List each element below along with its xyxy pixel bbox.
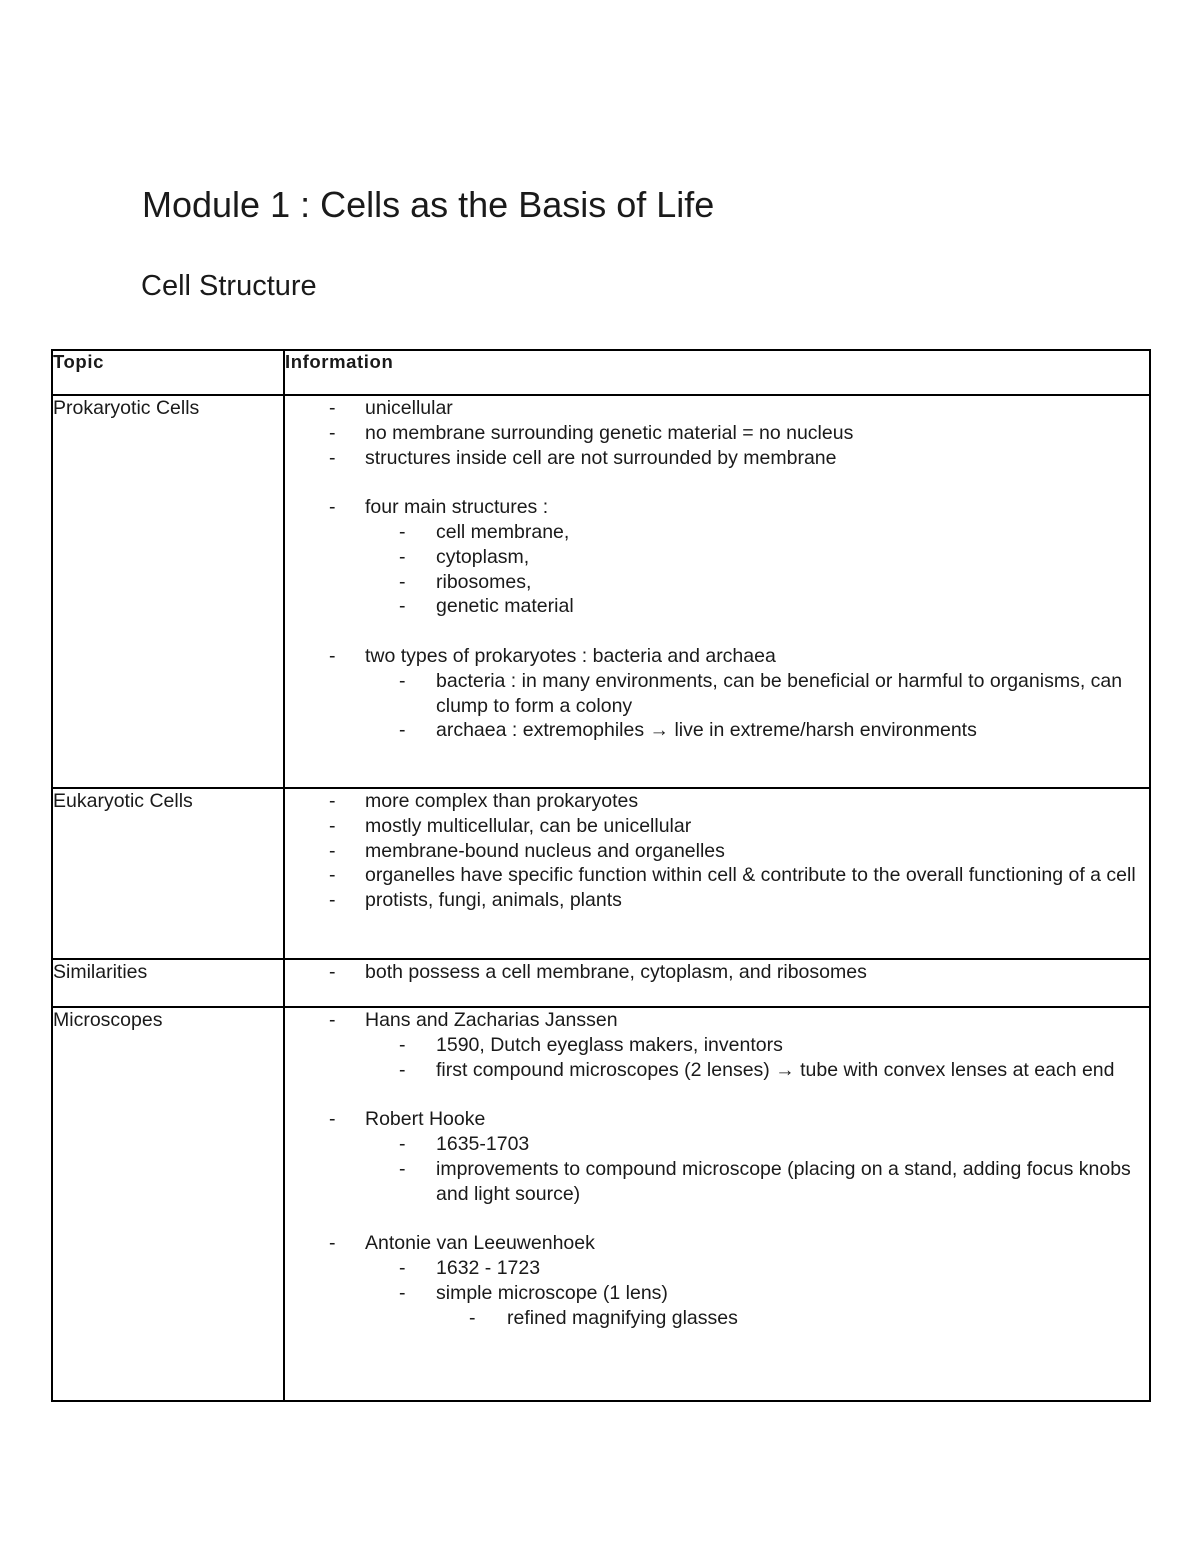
info-cell xyxy=(284,395,1150,788)
list-subitem xyxy=(285,1281,1149,1306)
bullet-dash: - xyxy=(399,520,406,543)
bullet-dash: - xyxy=(329,1232,336,1255)
list-item-text: Robert Hooke xyxy=(365,1108,486,1131)
list-item-text: bacteria : in many environments, can be beneficial or harmful to organisms, can clump to form a colony xyxy=(436,669,1123,717)
table-row xyxy=(52,1007,1150,1401)
list-item xyxy=(285,1107,1149,1132)
list-item-text: two types of prokaryotes : bacteria and archaea xyxy=(365,644,776,667)
bullet-dash: - xyxy=(329,644,336,667)
list-item-text: archaea : extremophiles → live in extreme/harsh environments xyxy=(436,719,977,742)
bullet-dash: - xyxy=(329,889,336,912)
list-item xyxy=(285,1008,1149,1033)
list-item-text: refined magnifying glasses xyxy=(507,1306,738,1329)
list-subitem xyxy=(285,1132,1149,1157)
list-item-text: more complex than prokaryotes xyxy=(365,790,639,812)
bullet-dash: - xyxy=(399,545,406,568)
table-header-row xyxy=(52,350,1150,395)
list-item-text: improvements to compound microscope (placing on a stand, adding focus knobs and light source) xyxy=(436,1157,1131,1205)
topic-cell: Microscopes xyxy=(52,1007,284,1401)
list-item xyxy=(285,1231,1149,1256)
list-item-text: cytoplasm, xyxy=(436,545,530,568)
table-row xyxy=(52,395,1150,788)
bullet-dash: - xyxy=(329,961,336,983)
list-item-text: both possess a cell membrane, cytoplasm, and ribosomes xyxy=(365,961,867,983)
list-item-text: Antonie van Leeuwenhoek xyxy=(365,1232,595,1255)
bullet-dash: - xyxy=(469,1306,476,1329)
header-topic: Topic xyxy=(52,350,284,395)
list-item-text: ribosomes, xyxy=(436,570,532,593)
list-item xyxy=(285,960,1149,985)
list-item-text: mostly multicellular, can be unicellular xyxy=(365,814,692,837)
list-item-text: 1590, Dutch eyeglass makers, inventors xyxy=(436,1033,783,1056)
bullet-dash: - xyxy=(399,595,406,618)
bullet-dash: - xyxy=(399,669,406,692)
list-item-text: organelles have specific function within cell & contribute to the overall functioning of a cell xyxy=(365,864,1136,887)
table-row xyxy=(52,788,1150,959)
bullet-dash: - xyxy=(329,814,336,837)
list-item xyxy=(285,888,1149,913)
bullet-dash: - xyxy=(329,397,336,419)
list-item-text: Hans and Zacharias Janssen xyxy=(365,1009,618,1031)
section-subtitle: Cell Structure xyxy=(141,270,317,302)
bullet-dash: - xyxy=(399,1256,406,1279)
list-subitem xyxy=(285,1058,1149,1083)
list-subitem xyxy=(285,1256,1149,1281)
list-item xyxy=(285,421,1149,446)
info-cell xyxy=(284,959,1150,1007)
bullet-dash: - xyxy=(399,1132,406,1155)
list-subitem xyxy=(285,669,1149,719)
list-item-text: cell membrane, xyxy=(436,520,570,543)
list-subitem xyxy=(285,520,1149,545)
bullet-dash: - xyxy=(329,446,336,469)
list-item xyxy=(285,863,1149,888)
list-subitem xyxy=(285,594,1149,619)
list-item xyxy=(285,396,1149,421)
list-item-text: unicellular xyxy=(365,397,453,419)
bullet-dash: - xyxy=(329,790,336,812)
list-subsubitem xyxy=(285,1306,1149,1331)
list-subitem xyxy=(285,1157,1149,1207)
list-item-text: four main structures : xyxy=(365,496,549,519)
list-subitem xyxy=(285,570,1149,595)
list-subitem xyxy=(285,718,1149,743)
bullet-dash: - xyxy=(329,496,336,519)
list-item-text: 1632 - 1723 xyxy=(436,1256,541,1279)
list-item xyxy=(285,446,1149,471)
bullet-dash: - xyxy=(399,1033,406,1056)
topic-cell: Eukaryotic Cells xyxy=(52,788,284,959)
info-cell xyxy=(284,788,1150,959)
bullet-dash: - xyxy=(329,839,336,862)
header-information: Information xyxy=(284,350,1150,395)
table-row xyxy=(52,959,1150,1007)
topic-cell: Similarities xyxy=(52,959,284,1007)
list-item-text: genetic material xyxy=(436,595,574,618)
list-item-text: simple microscope (1 lens) xyxy=(436,1281,668,1304)
list-item xyxy=(285,644,1149,669)
bullet-dash: - xyxy=(399,1058,406,1081)
list-item xyxy=(285,789,1149,814)
list-item-text: protists, fungi, animals, plants xyxy=(365,889,622,912)
list-item-text: membrane-bound nucleus and organelles xyxy=(365,839,725,862)
bullet-dash: - xyxy=(399,719,406,742)
info-cell xyxy=(284,1007,1150,1401)
list-subitem xyxy=(285,545,1149,570)
list-item xyxy=(285,839,1149,864)
bullet-dash: - xyxy=(399,570,406,593)
bullet-dash: - xyxy=(329,421,336,444)
list-subitem xyxy=(285,1033,1149,1058)
list-item-text: 1635-1703 xyxy=(436,1132,530,1155)
list-item-text: first compound microscopes (2 lenses) → tube with convex lenses at each end xyxy=(436,1058,1115,1081)
list-item xyxy=(285,495,1149,520)
list-item-text: no membrane surrounding genetic material = no nucleus xyxy=(365,421,854,444)
bullet-dash: - xyxy=(399,1157,406,1180)
list-item xyxy=(285,814,1149,839)
topic-cell: Prokaryotic Cells xyxy=(52,395,284,788)
notes-table xyxy=(51,349,1151,1402)
document-title: Module 1 : Cells as the Basis of Life xyxy=(142,184,715,225)
list-item-text: structures inside cell are not surrounded by membrane xyxy=(365,446,837,469)
bullet-dash: - xyxy=(329,1009,336,1031)
bullet-dash: - xyxy=(399,1281,406,1304)
bullet-dash: - xyxy=(329,864,336,887)
bullet-dash: - xyxy=(329,1108,336,1131)
